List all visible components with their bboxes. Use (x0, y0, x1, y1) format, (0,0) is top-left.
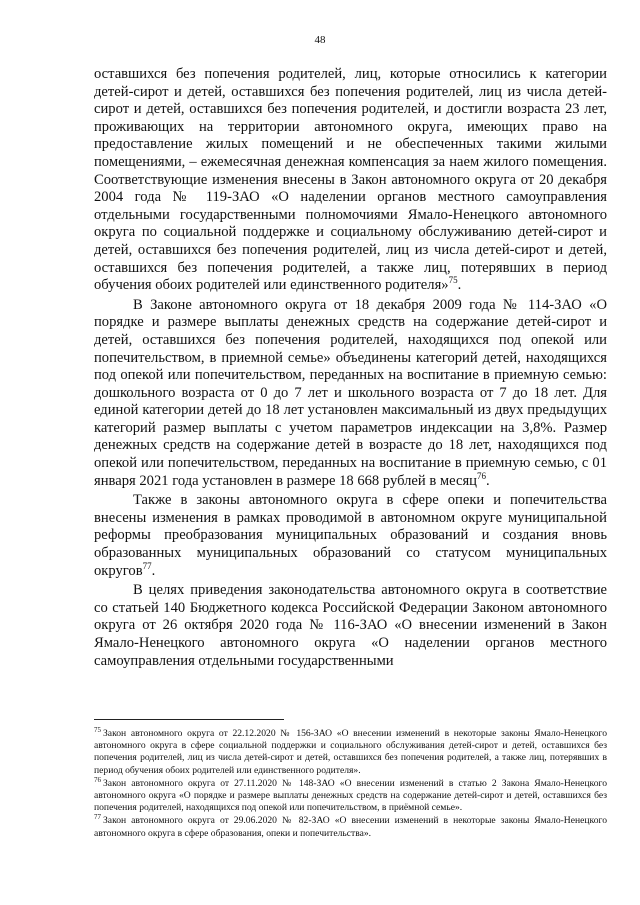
paragraph-end: . (457, 277, 462, 294)
footnote-reference[interactable]: 75 (448, 275, 458, 286)
paragraph-text: В целях приведения законодательства автономного округа в соответствие со статьей 140 Бюджетного кодекса Российской Федерации Законом автономного округа от 26 октября 2020 года № 116-ЗАО «О внесении изменений в Закон Ямало-Ненецкого автономного округа «О наделении органов местного самоуправления отдельными государственными (94, 582, 607, 669)
footnote-text: Закон автономного округа от 27.11.2020 № 148-ЗАО «О внесении изменений в статью 2 Закона Ямало-Ненецкого автономного округа «О порядке и размере выплаты денежных средств на содержание детей-сирот и детей, оставшихся без попечения родителей, находящихся под опекой или попечительством, в приёмной семье». (94, 777, 607, 814)
paragraph-end: . (151, 562, 156, 579)
footnote-reference[interactable]: 77 (142, 560, 152, 571)
footnote (94, 815, 607, 839)
paragraph-text: В Законе автономного округа от 18 декабря 2009 года № 114-ЗАО «О порядке и размере выплаты денежных средств на содержание детей-сирот и детей, оставшихся без попечения родителей, находящихся под опекой или попечительством, в приемной семье» объединены категорий детей, находящихся под опекой или попечительством, переданных на воспитание в приемную семью: дошкольного возраста от 0 до 7 лет и школьного возраста от 7 до 18 лет. Для единой категории детей до 18 лет установлен максимальный из двух предыдущих категорий размер выплаты с учетом параметров индексации на 3,8%. Размер денежных средств на содержание детей в возрасте до 18 лет, находящихся под опекой или попечительством, переданных на воспитание в приемную семью, с 01 января 2021 года установлен в размере 18 668 рублей в месяц (94, 296, 607, 489)
page-number: 48 (314, 34, 326, 46)
paragraph-continuation (94, 66, 607, 295)
footnote-number: 77 (94, 813, 101, 822)
paragraph (94, 582, 607, 670)
paragraph-text: оставшихся без попечения родителей, лиц, которые относились к категории детей-сирот и детей, оставшихся без попечения родителей, лиц из числа детей-сирот и детей, оставшихся без попечения родителей, и достигли возраста 23 лет, проживающих на территории автономного округа, имеющих право на предоставление жилых помещений и не обеспеченных такими жилыми помещениями, – ежемесячная денежная компенсация за наем жилого помещения. Соответствующие изменения внесены в Закон автономного округа от 20 декабря 2004 года № 119-ЗАО «О наделении органов местного самоуправления отдельными государственными полномочиями Ямало-Ненецкого автономного округа по социальной поддержке и социальному обслуживанию детей-сирот и детей, оставшихся без попечения родителей, лиц из числа детей-сирот и детей, оставшихся без попечения родителей, а также лиц, потерявших в период обучения обоих родителей или единственного родителя» (94, 66, 607, 294)
paragraph (94, 492, 607, 580)
paragraph-end: . (485, 472, 490, 489)
footnote-text: Закон автономного округа от 22.12.2020 № 156-ЗАО «О внесении изменений в некоторые законы Ямало-Ненецкого автономного округа в сфере социальной поддержки и социального обслуживания детей-сирот и детей, оставшихся без попечения родителей, лиц из числа детей-сирот и детей, оставшихся без попечения родителей, а также лиц, потерявших в период обучения обоих родителей или единственного родителя». (94, 728, 607, 776)
footnote-reference[interactable]: 76 (476, 470, 486, 481)
footnote-number: 76 (94, 775, 101, 784)
paragraph-text: Также в законы автономного округа в сфере опеки и попечительства внесены изменения в рамках проводимой в автономном округе муниципальной реформы преобразования муниципальных образований и создания вновь образованных муниципальных образований со статусом муниципальных округов (94, 492, 607, 579)
footnote-text: Закон автономного округа от 29.06.2020 № 82-ЗАО «О внесении изменений в некоторые законы Ямало-Ненецкого автономного округа в сфере образования, опеки и попечительства». (94, 815, 607, 839)
footnote (94, 775, 607, 815)
body-text (94, 66, 607, 670)
footnote-divider (94, 719, 284, 720)
footnote (94, 725, 607, 777)
paragraph (94, 297, 607, 491)
footnote-number: 75 (94, 725, 101, 734)
footnotes (94, 725, 607, 841)
